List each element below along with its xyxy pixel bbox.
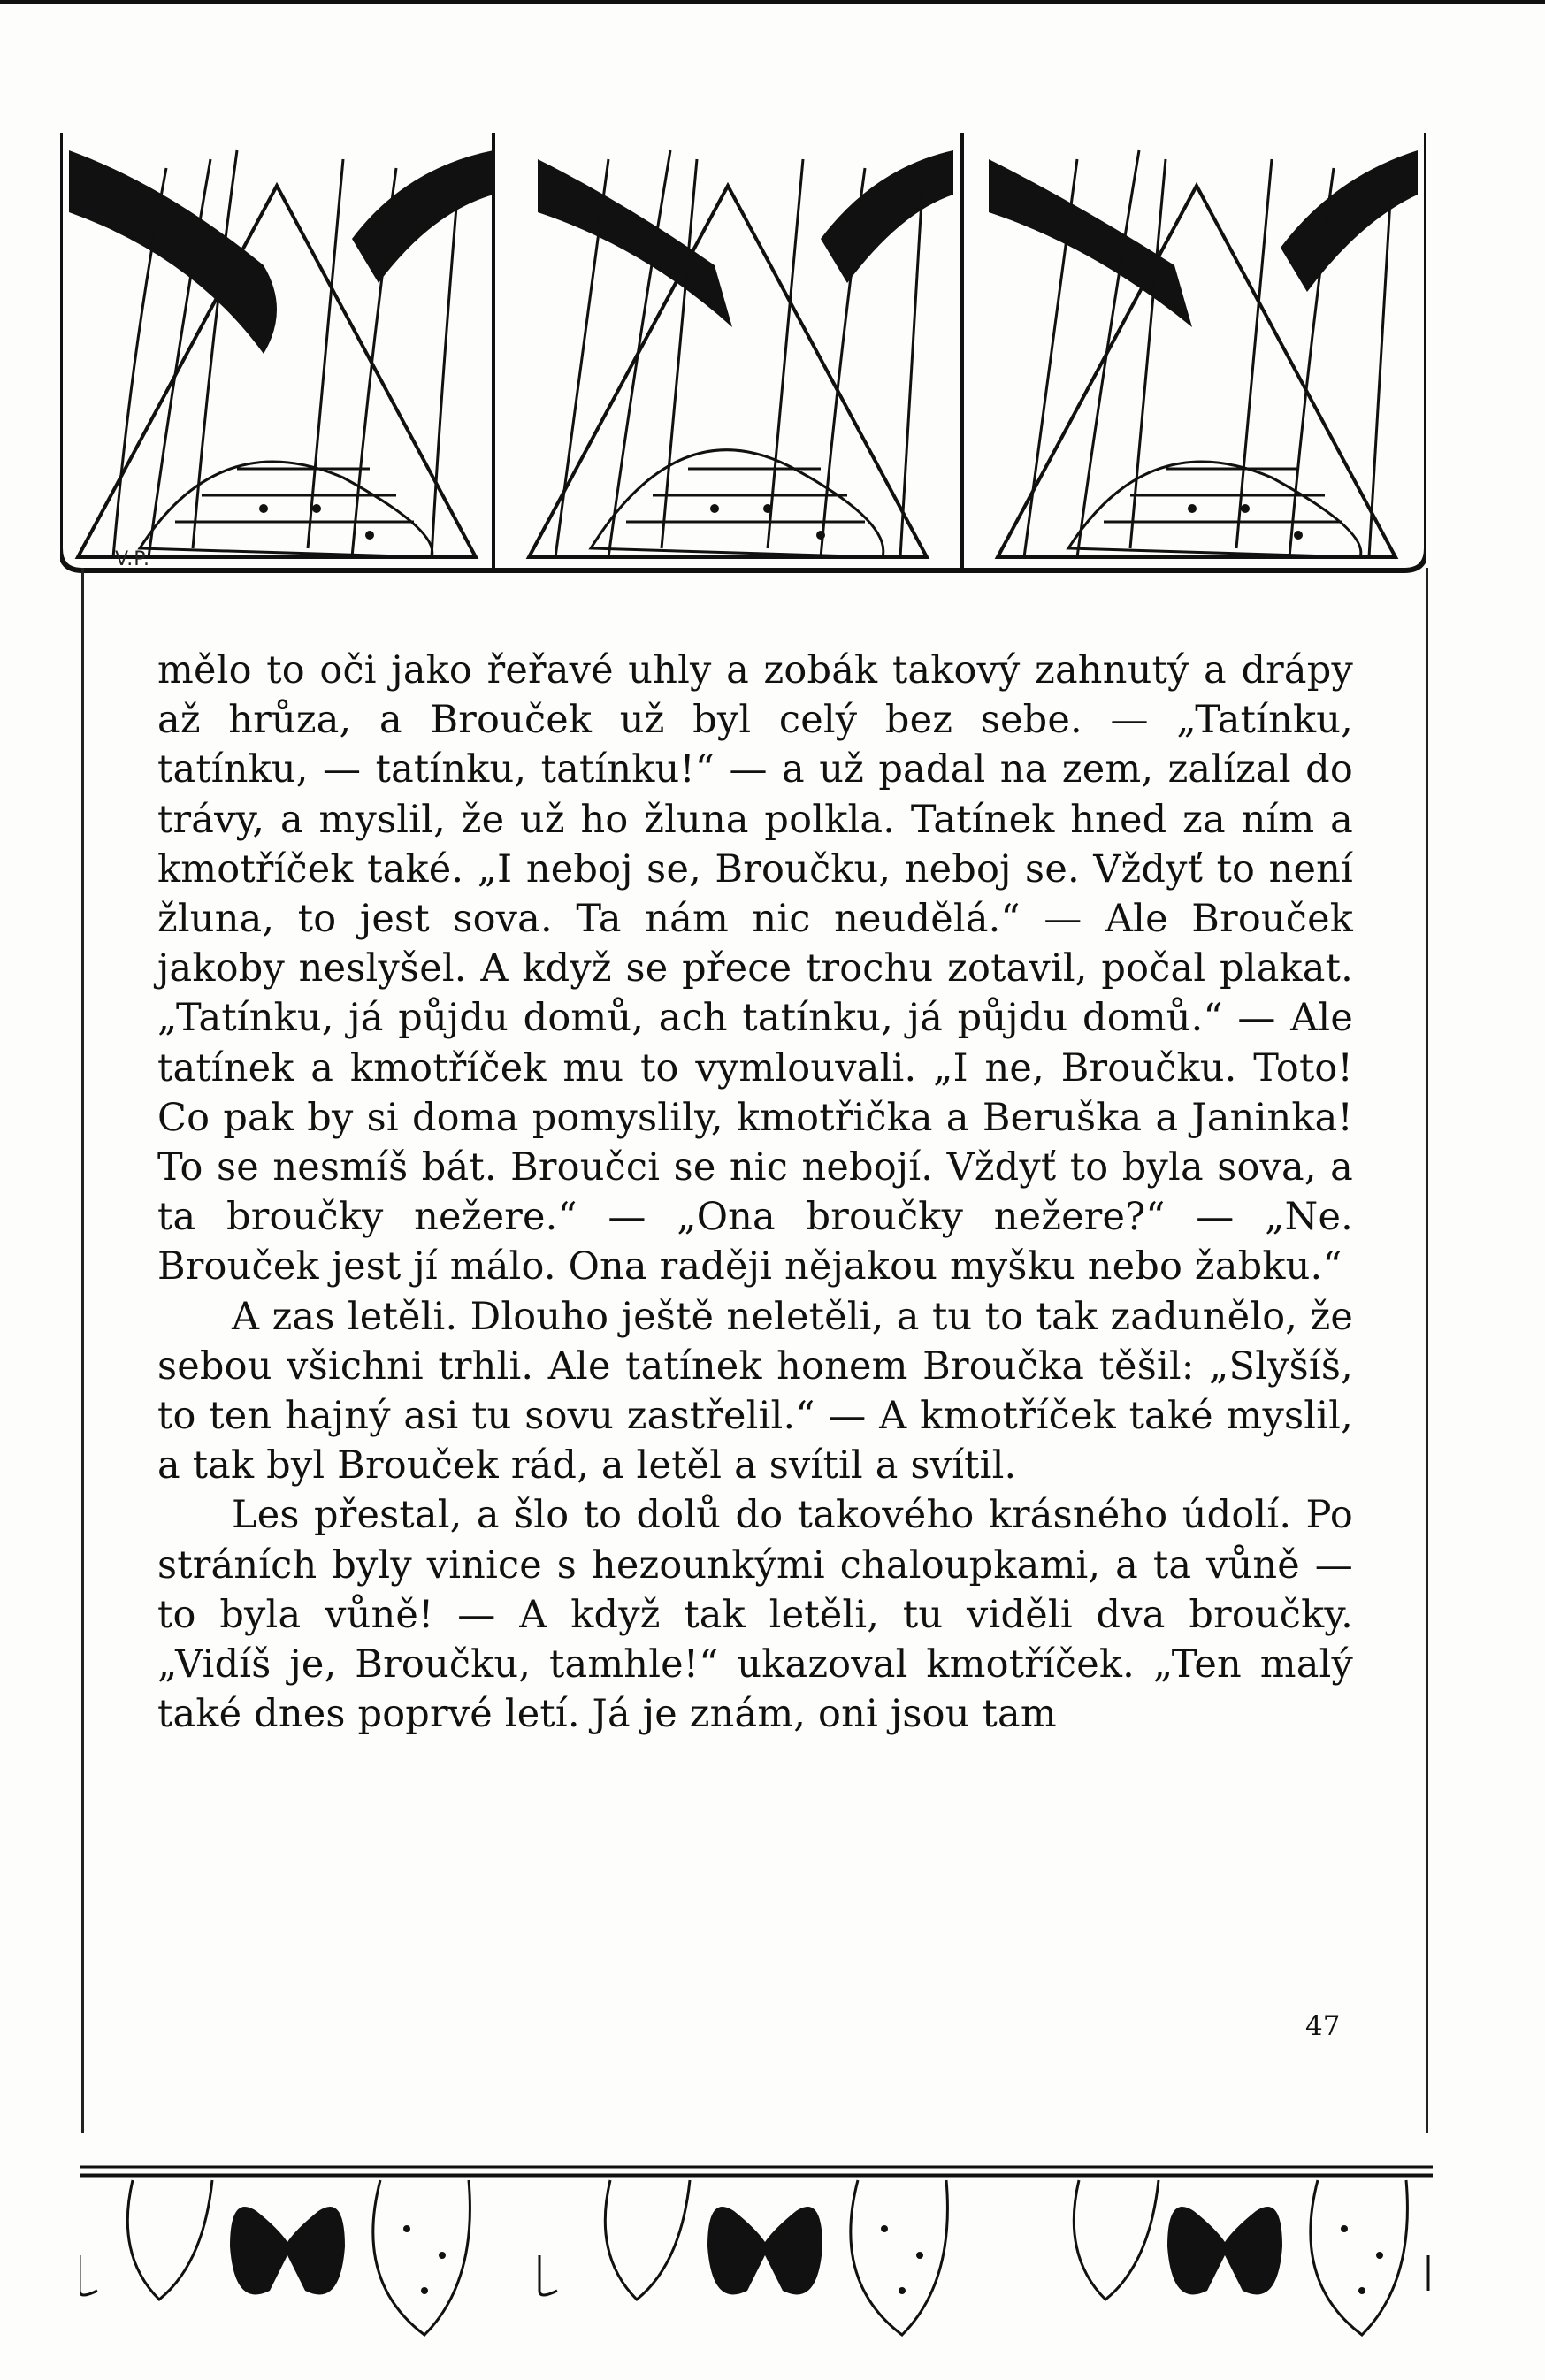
body-text [157, 646, 1353, 1739]
paragraph-2: A zas letěli. Dlouho ještě neletěli, a tu to tak zadunělo, že sebou všichni trhli. Ale tatínek honem Broučka těšil: „Slyšíš, to ten hajný asi tu sovu zastřelil.“ — A kmotříček také myslil, a tak byl Brouček rád, a letěl a svítil a svítil. [157, 1294, 1353, 1488]
paragraph-1: mělo to oči jako řeřavé uhly a zobák takový zahnutý a drápy až hrůza, a Brouček už byl celý bez sebe. — „Tatínku, tatínku, — tatínku, tatínku!“ — a už padal na zem, zalízal do trávy, a myslil, že už ho žluna polkla. Tatínek hned za ním a kmotříček také. „I neboj se, Broučku, neboj se. Vždyť to není žluna, to jest sova. Ta nám nic neudělá.“ — Ale Brouček jakoby neslyšel. A když se přece trochu zotavil, počal plakat. „Tatínku, já půjdu domů, ach tatínku, já půjdu domů.“ — Ale tatínek a kmotříček mu to vymlouvali. „I ne, Broučku. Toto! Co pak by si doma pomyslily, kmotřička a Beruška a Janinka! To se nesmíš bát. Broučci se nic nebojí. Vždyť to byla sova, a ta broučky nežere.“ — „Ona broučky nežere?“ — „Ne. Brouček jest jí málo. Ona raději nějakou myšku nebo žabku.“ [157, 648, 1353, 1289]
page-number: 47 [1305, 2010, 1341, 2042]
frame-left-line [81, 568, 84, 2133]
frame-right-line [1426, 568, 1428, 2133]
paragraph-3: Les přestal, a šlo to dolů do takového krásného údolí. Po stráních byly vinice s hezounkými chaloupkami, a ta vůně — to byla vůně! — A když tak letěli, tu viděli dva broučky. „Vidíš je, Broučku, tamhle!“ ukazoval kmotříček. „Ten malý také dnes poprvé letí. Já je znám, oni jsou tam [157, 1493, 1353, 1737]
artist-initials: V.P. [115, 548, 151, 570]
footer-ornament [80, 2158, 1433, 2344]
top-edge-line [0, 0, 1545, 4]
header-ornament [60, 133, 1426, 575]
